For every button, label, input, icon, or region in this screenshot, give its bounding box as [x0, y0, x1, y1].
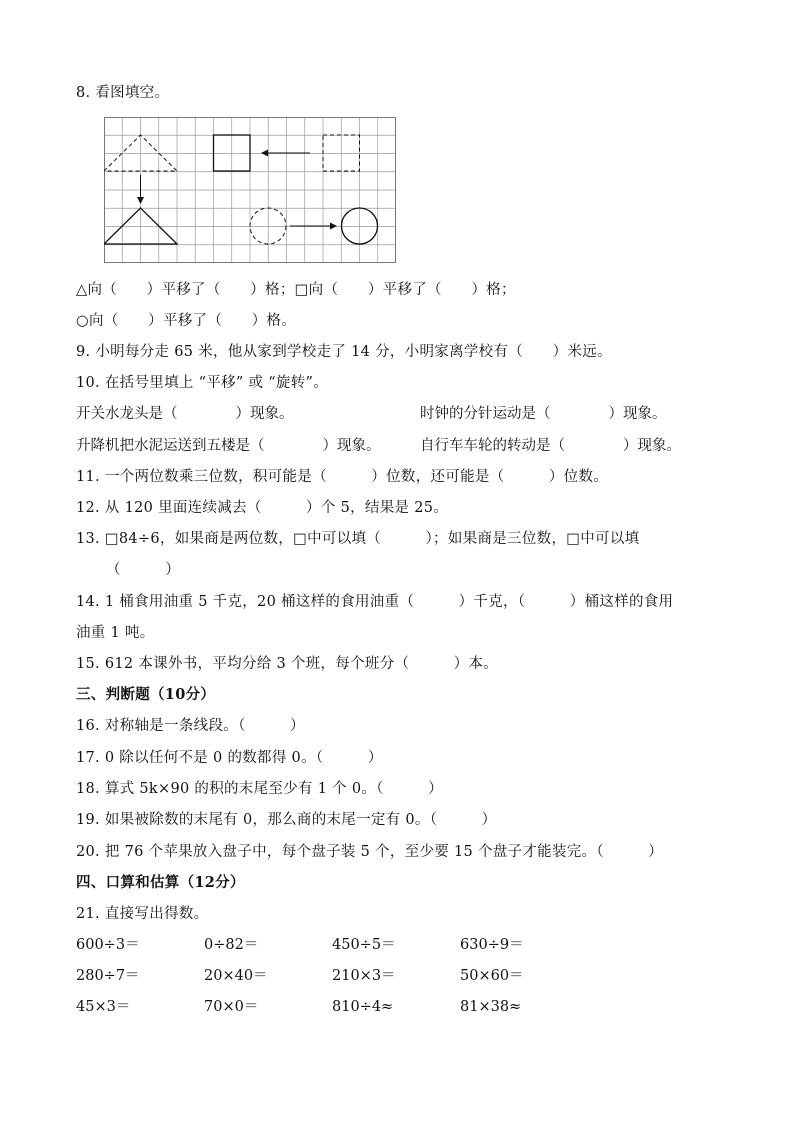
calc-item: 600÷3＝: [76, 937, 140, 953]
section-4-heading: 四、口算和估算（12分）: [76, 874, 245, 891]
calc-item: 210×3＝: [332, 968, 396, 984]
q12-text: 12. 从 120 里面连续减去（ ）个 5，结果是 25。: [76, 500, 449, 516]
q11-text: 11. 一个两位数乘三位数，积可能是（ ）位数，还可能是（ ）位数。: [76, 469, 609, 485]
q10-item-d: 自行车车轮的转动是（ ）现象。: [420, 438, 681, 454]
calc-item: 81×38≈: [460, 999, 522, 1015]
q14-line-2: 油重 1 吨。: [76, 625, 155, 641]
calc-item: 20×40＝: [204, 968, 268, 984]
q20-text: 20. 把 76 个苹果放入盘子中，每个盘子装 5 个，至少要 15 个盘子才能装完。（ ）: [76, 844, 664, 860]
calc-item: 0÷82＝: [204, 937, 259, 953]
calc-item: 50×60＝: [460, 968, 524, 984]
calc-item: 70×0＝: [204, 999, 259, 1015]
section-3-heading: 三、判断题（10分）: [76, 686, 216, 703]
q8-fill-line-1: △向（ ）平移了（ ）格；□向（ ）平移了（ ）格；: [76, 282, 516, 298]
q10-title: 10. 在括号里填上 “平移” 或 “旋转”。: [76, 375, 329, 391]
q18-text: 18. 算式 5k×90 的积的末尾至少有 1 个 0。（ ）: [76, 781, 443, 797]
q8-fill-line-2: ○向（ ）平移了（ ）格。: [76, 313, 297, 329]
calc-item: 810÷4≈: [332, 999, 394, 1015]
translation-grid-figure: [104, 117, 396, 263]
q10-item-c: 升降机把水泥运送到五楼是（ ）现象。: [76, 438, 381, 454]
q14-line-1: 14. 1 桶食用油重 5 千克，20 桶这样的食用油重（ ）千克，（ ）桶这样的食用: [76, 594, 674, 610]
q21-title: 21. 直接写出得数。: [76, 906, 209, 922]
q16-text: 16. 对称轴是一条线段。（ ）: [76, 718, 305, 734]
q19-text: 19. 如果被除数的末尾有 0，那么商的末尾一定有 0。（ ）: [76, 812, 497, 828]
q10-item-a: 开关水龙头是（ ）现象。: [76, 406, 294, 422]
q15-text: 15. 612 本课外书，平均分给 3 个班，每个班分（ ）本。: [76, 656, 499, 672]
calc-item: 280÷7＝: [76, 968, 140, 984]
calc-item: 630÷9＝: [460, 937, 524, 953]
q13-line-2: （ ）: [106, 562, 180, 578]
q8-title: 8. 看图填空。: [76, 85, 170, 101]
calc-item: 45×3＝: [76, 999, 131, 1015]
calc-item: 450÷5＝: [332, 937, 396, 953]
q10-item-b: 时钟的分针运动是（ ）现象。: [420, 406, 667, 422]
q17-text: 17. 0 除以任何不是 0 的数都得 0。（ ）: [76, 750, 383, 766]
q13-line-1: 13. □84÷6，如果商是两位数，□中可以填（ ）；如果商是三位数，□中可以填: [76, 531, 640, 547]
q9-text: 9. 小明每分走 65 米，他从家到学校走了 14 分，小明家离学校有（ ）米远。: [76, 344, 612, 360]
